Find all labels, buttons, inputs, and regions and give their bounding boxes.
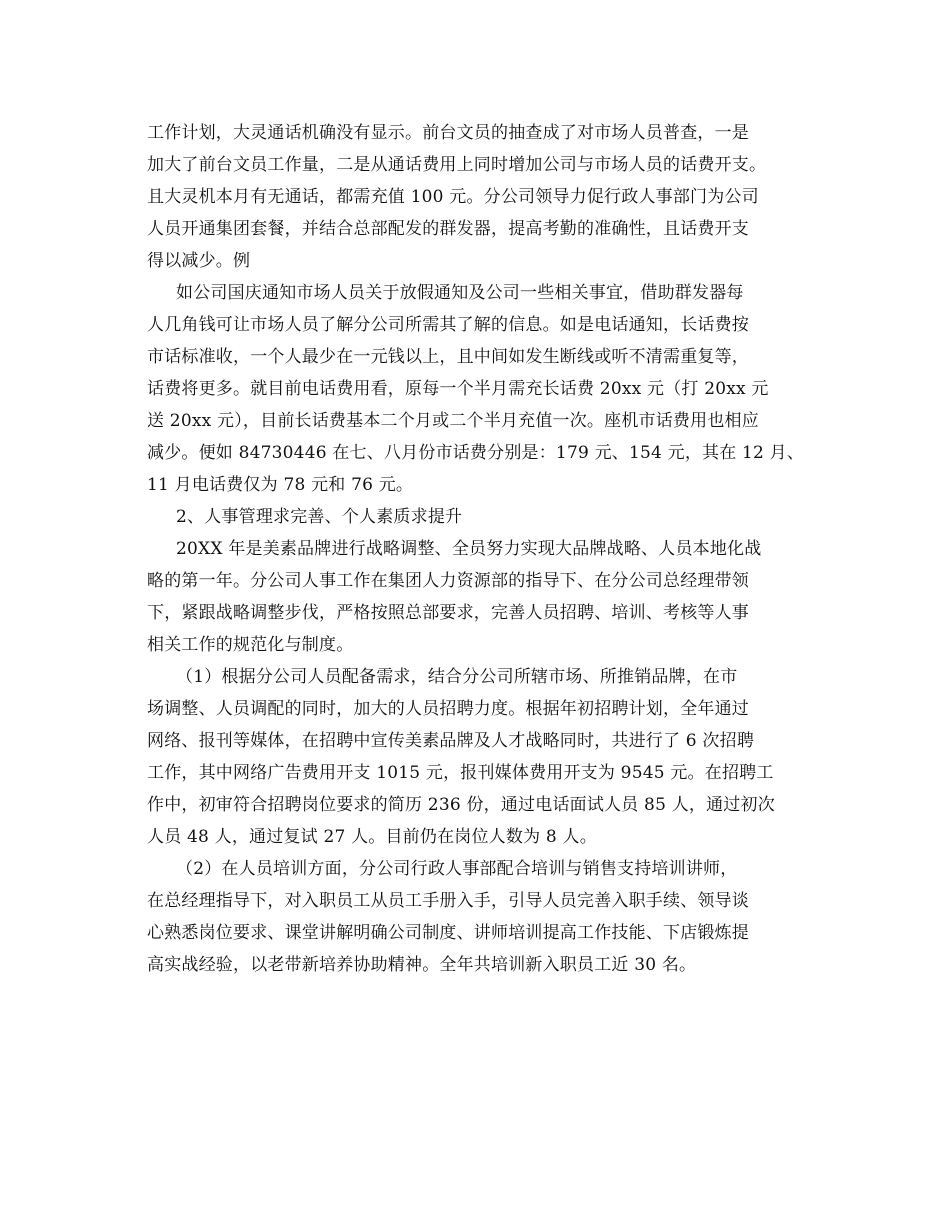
text-line: 人几角钱可让市场人员了解分公司所需其了解的信息。如是电话通知，长话费按 <box>147 315 749 335</box>
text-line: 在总经理指导下，对入职员工从员工手册入手，引导人员完善入职手续、领导谈 <box>147 891 749 911</box>
text-line: 人员开通集团套餐，并结合总部配发的群发器，提高考勤的准确性，且话费开支 <box>147 219 749 239</box>
text-line: 话费将更多。就目前电话费用看，原每一个半月需充长话费 20xx 元（打 20xx 元 <box>147 379 769 399</box>
text-line: （1）根据分公司人员配备需求，结合分公司所辖市场、所推销品牌，在市 <box>176 667 738 687</box>
text-line: 作中，初审符合招聘岗位要求的简历 236 份，通过电话面试人员 85 人，通过初次 <box>147 795 775 815</box>
text-line: 加大了前台文员工作量，二是从通话费用上同时增加公司与市场人员的话费开支。 <box>147 155 767 175</box>
text-line: 送 20xx 元），目前长话费基本二个月或二个半月充值一次。座机市话费用也相应 <box>147 411 759 431</box>
text-line: （2）在人员培训方面，分公司行政人事部配合培训与销售支持培训讲师， <box>176 859 738 879</box>
text-line: 市话标准收，一个人最少在一元钱以上，且中间如发生断线或听不清需重复等， <box>147 347 749 367</box>
text-line: 工作，其中网络广告费用开支 1015 元，报刊媒体费用开支为 9545 元。在招聘工 <box>147 763 774 783</box>
text-line: 11 月电话费仅为 78 元和 76 元。 <box>147 475 414 495</box>
text-line: 20XX 年是美素品牌进行战略调整、全员努力实现大品牌战略、人员本地化战 <box>176 539 762 559</box>
text-line: 人员 48 人，通过复试 27 人。目前仍在岗位人数为 8 人。 <box>147 827 597 847</box>
section-heading: 2、人事管理求完善、个人素质求提升 <box>176 507 463 527</box>
text-line: 下，紧跟战略调整步伐，严格按照总部要求，完善人员招聘、培训、考核等人事 <box>147 603 749 623</box>
text-line: 网络、报刊等媒体，在招聘中宣传美素品牌及人才战略同时，共进行了 6 次招聘 <box>147 731 755 751</box>
text-line: 且大灵机本月有无通话，都需充值 100 元。分公司领导力促行政人事部门为公司 <box>147 187 759 207</box>
text-line: 如公司国庆通知市场人员关于放假通知及公司一些相关事宜，借助群发器每 <box>176 283 744 303</box>
text-line: 得以减少。例 <box>147 251 251 271</box>
text-line: 场调整、人员调配的同时，加大的人员招聘力度。根据年初招聘计划，全年通过 <box>147 699 749 719</box>
text-line: 减少。便如 84730446 在七、八月份市话费分别是：179 元、154 元，其在 12 月、 <box>147 443 805 463</box>
text-line: 高实战经验，以老带新培养协助精神。全年共培训新入职员工近 30 名。 <box>147 955 697 975</box>
text-line: 心熟悉岗位要求、课堂讲解明确公司制度、讲师培训提高工作技能、下店锻炼提 <box>147 923 749 943</box>
text-line: 工作计划，大灵通话机确没有显示。前台文员的抽查成了对市场人员普查，一是 <box>147 123 749 143</box>
text-line: 相关工作的规范化与制度。 <box>147 635 354 655</box>
text-line: 略的第一年。分公司人事工作在集团人力资源部的指导下、在分公司总经理带领 <box>147 571 749 591</box>
document-body <box>147 117 815 981</box>
